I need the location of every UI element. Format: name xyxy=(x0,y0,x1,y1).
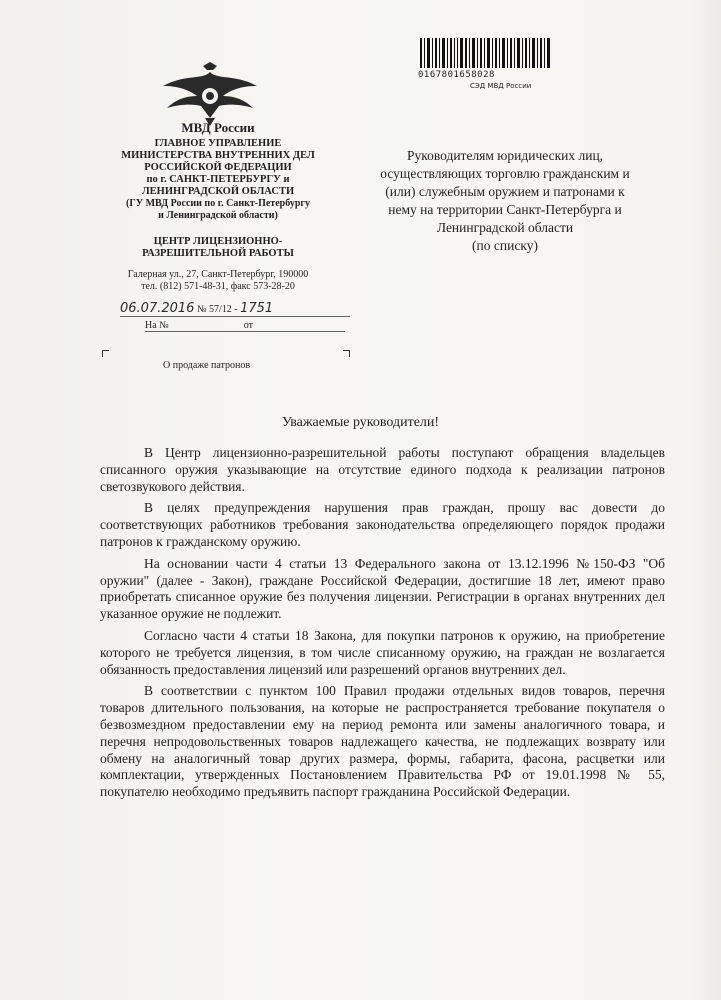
reference-date: 06.07.2016 xyxy=(120,301,195,316)
org-title-line: МИНИСТЕРСТВА ВНУТРЕННИХ ДЕЛ xyxy=(121,150,315,161)
org-short-line: и Ленинградской области) xyxy=(158,210,278,221)
department-line: ЦЕНТР ЛИЦЕНЗИОННО- xyxy=(153,236,283,247)
body-paragraph: На основании части 4 статьи 13 Федерального закона от 13.12.1996 №150-ФЗ "Об оружии" (далее - Закон), граждане Российской Федерации, достигшие 18 лет, имеют право приобретать списанное оружие без получения лицензии. Регистрации в органах внутренних дел указанное оружие не подлежит. xyxy=(100,555,665,622)
letterhead xyxy=(88,120,348,293)
body-paragraph: В Центр лицензионно-разрешительной работы поступают обращения владельцев списанного оружия указывающие на отсутствие единого подхода к реализации патронов светозвукового действия. xyxy=(100,445,665,494)
department-name xyxy=(88,236,348,260)
department-line: РАЗРЕШИТЕЛЬНОЙ РАБОТЫ xyxy=(142,248,294,259)
addressee-line: Ленинградской области xyxy=(436,220,574,235)
organization-title xyxy=(88,138,348,198)
reference-number: 1751 xyxy=(240,301,274,316)
barcode-label: СЭД МВД России xyxy=(470,82,532,90)
org-short-line: (ГУ МВД России по г. Санкт-Петербургу xyxy=(126,198,310,209)
addressee-line: (или) служебным оружием и патронами к xyxy=(385,184,625,199)
org-title-line: ГЛАВНОЕ УПРАВЛЕНИЕ xyxy=(154,138,282,149)
body-paragraph: Согласно части 4 статьи 18 Закона, для покупки патронов к оружию, на приобретение которого не требуется лицензия, в том числе списанному оружию, на граждан не возлагается обязанность предоставления лицензий или разрешений органов внутренних дел. xyxy=(100,627,665,677)
reply-from-label: от xyxy=(243,320,253,331)
page-edge-shadow xyxy=(691,0,721,1000)
org-title-line: ЛЕНИНГРАДСКОЙ ОБЛАСТИ xyxy=(141,186,295,197)
address-line: Галерная ул., 27, Санкт-Петербург, 190000 xyxy=(127,269,309,280)
body-paragraph: В целях предупреждения нарушения прав граждан, прошу вас довести до соответствующих работников требования законодательства определяющего порядок продажи патронов к гражданскому оружию. xyxy=(100,500,665,549)
subject-corner-right xyxy=(343,350,350,357)
body-paragraph: В соответствии с пунктом 100 Правил продажи отдельных видов товаров, перечня товаров длительного пользования, на которые не распространяется требование покупателя о безвозмездном предоставлении ему на период ремонта или замены аналогичного товара, и перечня непродовольственных товаров надлежащего качества, не подлежащих возврату или обмену на аналогичный товар других размера, формы, габарита, фасона, расцветки или комплектации, утвержденных Постановлением Правительства РФ от 19.01.1998 № 55, покупателю необходимо предъявить паспорт гражданина Российской Федерации. xyxy=(100,683,665,800)
reply-to-label: На № xyxy=(145,320,169,331)
addressee-line: Руководителям юридических лиц, xyxy=(406,148,604,163)
salutation: Уважаемые руководители! xyxy=(281,415,440,430)
org-title-line: РОССИЙСКОЙ ФЕДЕРАЦИИ xyxy=(144,162,292,173)
reference-number-prefix: № 57/12 - xyxy=(196,304,238,315)
org-title-line: по г. САНКТ-ПЕТЕРБУРГУ и xyxy=(146,174,290,185)
letter-subject: О продаже патронов xyxy=(163,360,251,371)
subject-corner-left xyxy=(102,350,109,357)
organization-short-name xyxy=(88,198,348,222)
reply-reference xyxy=(145,320,345,332)
addressee-line: осуществляющих торговлю гражданским и xyxy=(380,166,630,181)
addressee-line: нему на территории Санкт-Петербурга и xyxy=(388,202,622,217)
barcode-number: 0167801658028 xyxy=(418,70,495,80)
ministry-short-name: МВД России xyxy=(181,120,255,135)
barcode-icon xyxy=(420,38,550,68)
address-line: тел. (812) 571-48-31, факс 573-28-20 xyxy=(141,281,295,292)
addressee-block xyxy=(360,147,650,255)
outgoing-reference xyxy=(120,303,350,317)
letter-body xyxy=(100,445,665,806)
addressee-line: (по списку) xyxy=(472,238,538,253)
organization-address xyxy=(88,269,348,293)
